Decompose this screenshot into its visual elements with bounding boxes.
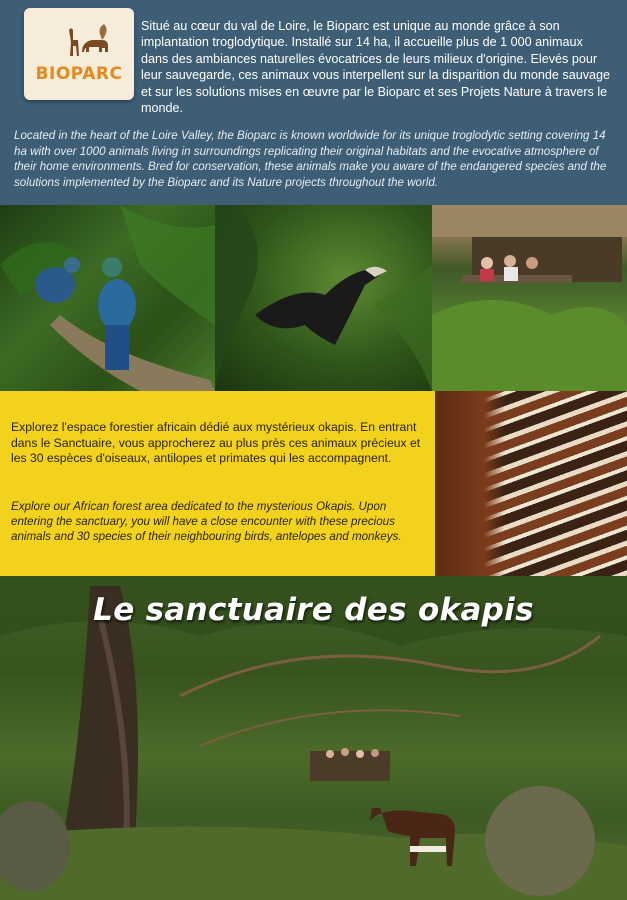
sanctuary-text-en: Explore our African forest area dedicated to the mysterious Okapis. Upon entering the sanctuary, you will have a close encounter with these precious animals and 30 species of their neighbouring birds, antelopes and monkeys. bbox=[11, 500, 402, 544]
photo-hornbill bbox=[215, 205, 432, 391]
logo-wordmark: BIOPARC bbox=[35, 64, 123, 84]
intro-band bbox=[0, 0, 627, 205]
photo-viewing-deck bbox=[432, 205, 627, 391]
photo-turacos bbox=[0, 205, 215, 391]
sanctuary-band bbox=[0, 391, 435, 576]
sanctuary-title: Le sanctuaire des okapis bbox=[93, 592, 534, 628]
sanctuary-text-fr: Explorez l'espace forestier africain dédié aux mystérieux okapis. En entrant dans le Sanctuaire, vous approcherez au plus près ces animaux précieux et les 30 espèces d'oiseaux, antilopes et primates qui les accompagnent. bbox=[11, 420, 421, 466]
bioparc-logo bbox=[24, 8, 134, 100]
photo-okapi-stripes bbox=[435, 391, 627, 576]
intro-text-fr: Situé au cœur du val de Loire, le Bioparc est unique au monde grâce à son implantation troglodytique. Installé sur 14 ha, il accueille plus de 1 000 animaux dans des ambiances naturelles évocatrices de leurs milieux d'origine. Elevés pour leur sauvegarde, ces animaux vous interpellent sur la disparition du monde sauvage et sur les solutions mises en œuvre par le Bioparc et ses Projets Nature à travers le monde. bbox=[141, 19, 611, 116]
giraffe-elephant-icon bbox=[62, 22, 112, 58]
intro-text-en: Located in the heart of the Loire Valley, the Bioparc is known worldwide for its unique troglodytic setting covering 14 ha with over 1000 animals living in surroundings replicating their original habitats and the evocative atmosphere of their home environments. Bred for conservation, these animals make you aware of the endangered species and the solutions implemented by the Bioparc and its Nature projects throughout the world. bbox=[14, 129, 607, 189]
okapi-leg-shadow bbox=[435, 391, 505, 576]
